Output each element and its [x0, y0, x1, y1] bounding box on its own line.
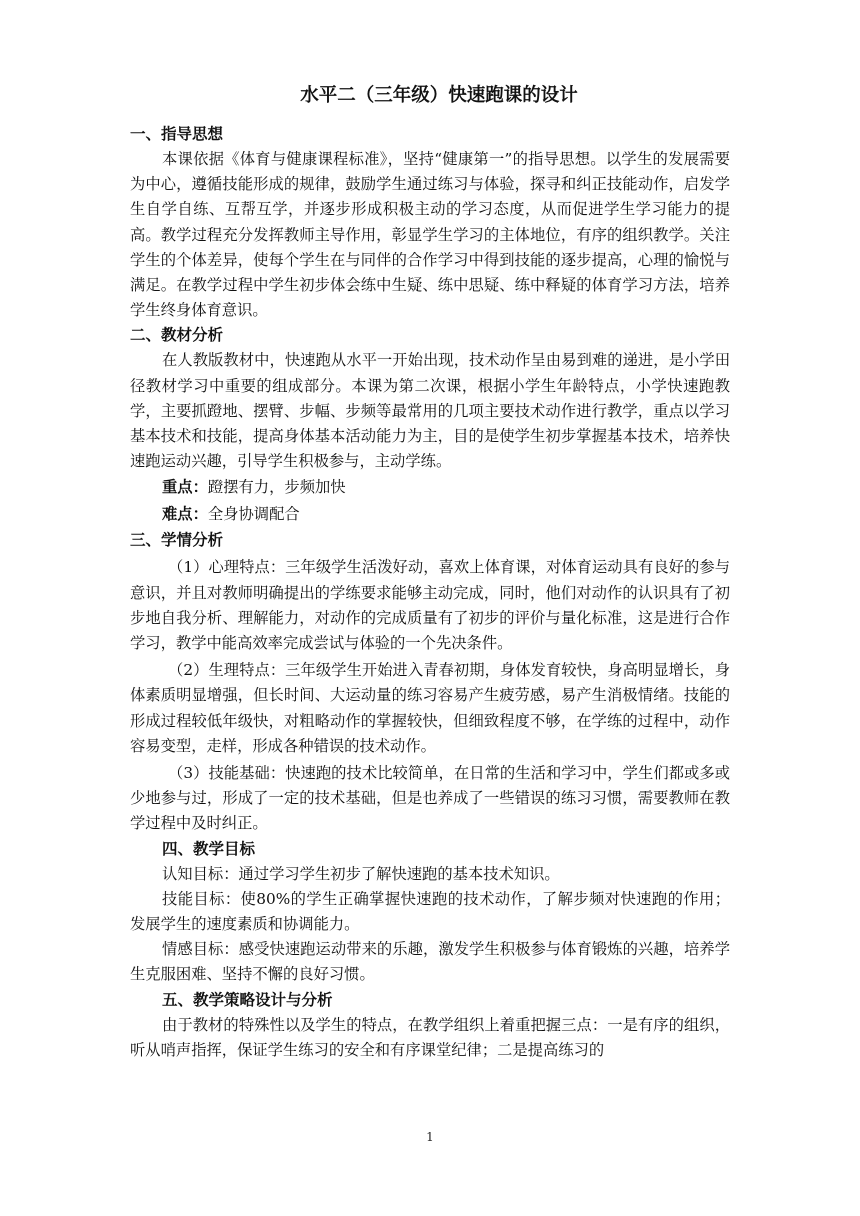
difficulty-line	[130, 501, 730, 528]
key-point-text: 蹬摆有力，步频加快	[207, 478, 346, 497]
key-point-label: 重点：	[162, 478, 208, 497]
difficulty-text: 全身协调配合	[207, 505, 300, 524]
paragraph-skill-goal: 技能目标：使80%的学生正确掌握快速跑的技术动作，了解步频对快速跑的作用；发展学生的速度素质和协调能力。	[130, 889, 730, 934]
document-title: 水平二（三年级）快速跑课的设计	[300, 85, 578, 106]
paragraph-skill-foundation: （3）技能基础：快速跑的技术比较简单，在日常的生活和学习中，学生们都或多或少地参与过，形成了一定的技术基础，但是也养成了一些错误的练习习惯，需要教师在教学过程中及时纠正。	[130, 764, 730, 833]
page-number: 1	[426, 1130, 434, 1144]
key-point-line	[130, 474, 730, 501]
section-heading-teaching-strategy: 五、教学策略设计与分析	[162, 990, 333, 1009]
paragraph-cognitive-goal: 认知目标：通过学习学生初步了解快速跑的基本技术知识。	[162, 864, 560, 883]
paragraph-material-analysis: 在人教版教材中，快速跑从水平一开始出现，技术动作呈由易到难的递进，是小学田径教材学习中重要的组成部分。本课为第二次课，根据小学生年龄特点，小学快速跑教学，主要抓蹬地、摆臂、步幅、步频等最常用的几项主要技术动作进行教学，重点以学习基本技术和技能，提高身体基本活动能力为主，目的是使学生初步掌握基本技术，培养快速跑运动兴趣，引导学生积极参与，主动学练。	[130, 351, 730, 471]
paragraph-physiological-traits: （2）生理特点：三年级学生开始进入青春初期，身体发育较快，身高明显增长，身体素质明显增强，但长时间、大运动量的练习容易产生疲劳感，易产生消极情绪。技能的形成过程较低年级快，对粗略动作的掌握较快，但细致程度不够，在学练的过程中，动作容易变型，走样，形成各种错误的技术动作。	[130, 661, 730, 755]
section-heading-guiding-thought: 一、指导思想	[130, 125, 224, 143]
paragraph-guiding-thought: 本课依据《体育与健康课程标准》，坚持“健康第一”的指导思想。以学生的发展需要为中心，遵循技能形成的规律，鼓励学生通过练习与体验，探寻和纠正技能动作，启发学生自学自练、互帮互学，并逐步形成积极主动的学习态度，从而促进学生学习能力的提高。教学过程充分发挥教师主导作用，彰显学生学习的主体地位，有序的组织教学。关注学生的个体差异，使每个学生在与同伴的合作学习中得到技能的逐步提高，心理的愉悦与满足。在教学过程中学生初步体会练中生疑、练中思疑、练中释疑的体育学习方法，培养学生终身体育意识。	[130, 150, 730, 320]
section-heading-teaching-goals: 四、教学目标	[162, 839, 256, 858]
difficulty-label: 难点：	[162, 505, 208, 524]
document-page	[130, 82, 730, 1063]
paragraph-emotional-goal: 情感目标：感受快速跑运动带来的乐趣，激发学生积极参与体育锻炼的兴趣，培养学生克服困难、坚持不懈的良好习惯。	[130, 940, 730, 984]
paragraph-teaching-strategy: 由于教材的特殊性以及学生的特点，在教学组织上着重把握三点：一是有序的组织，听从哨声指挥，保证学生练习的安全和有序课堂纪律；二是提高练习的	[130, 1015, 730, 1059]
paragraph-psychological-traits: （1）心理特点：三年级学生活泼好动，喜欢上体育课，对体育运动具有良好的参与意识，并且对教师明确提出的学练要求能够主动完成，同时，他们对动作的认识具有了初步地自我分析、理解能力，对动作的完成质量有了初步的评价与量化标准，这是进行合作学习，教学中能高效率完成尝试与体验的一个先决条件。	[130, 558, 730, 653]
section-heading-material-analysis: 二、教材分析	[130, 326, 224, 345]
section-heading-student-analysis: 三、学情分析	[130, 531, 224, 550]
